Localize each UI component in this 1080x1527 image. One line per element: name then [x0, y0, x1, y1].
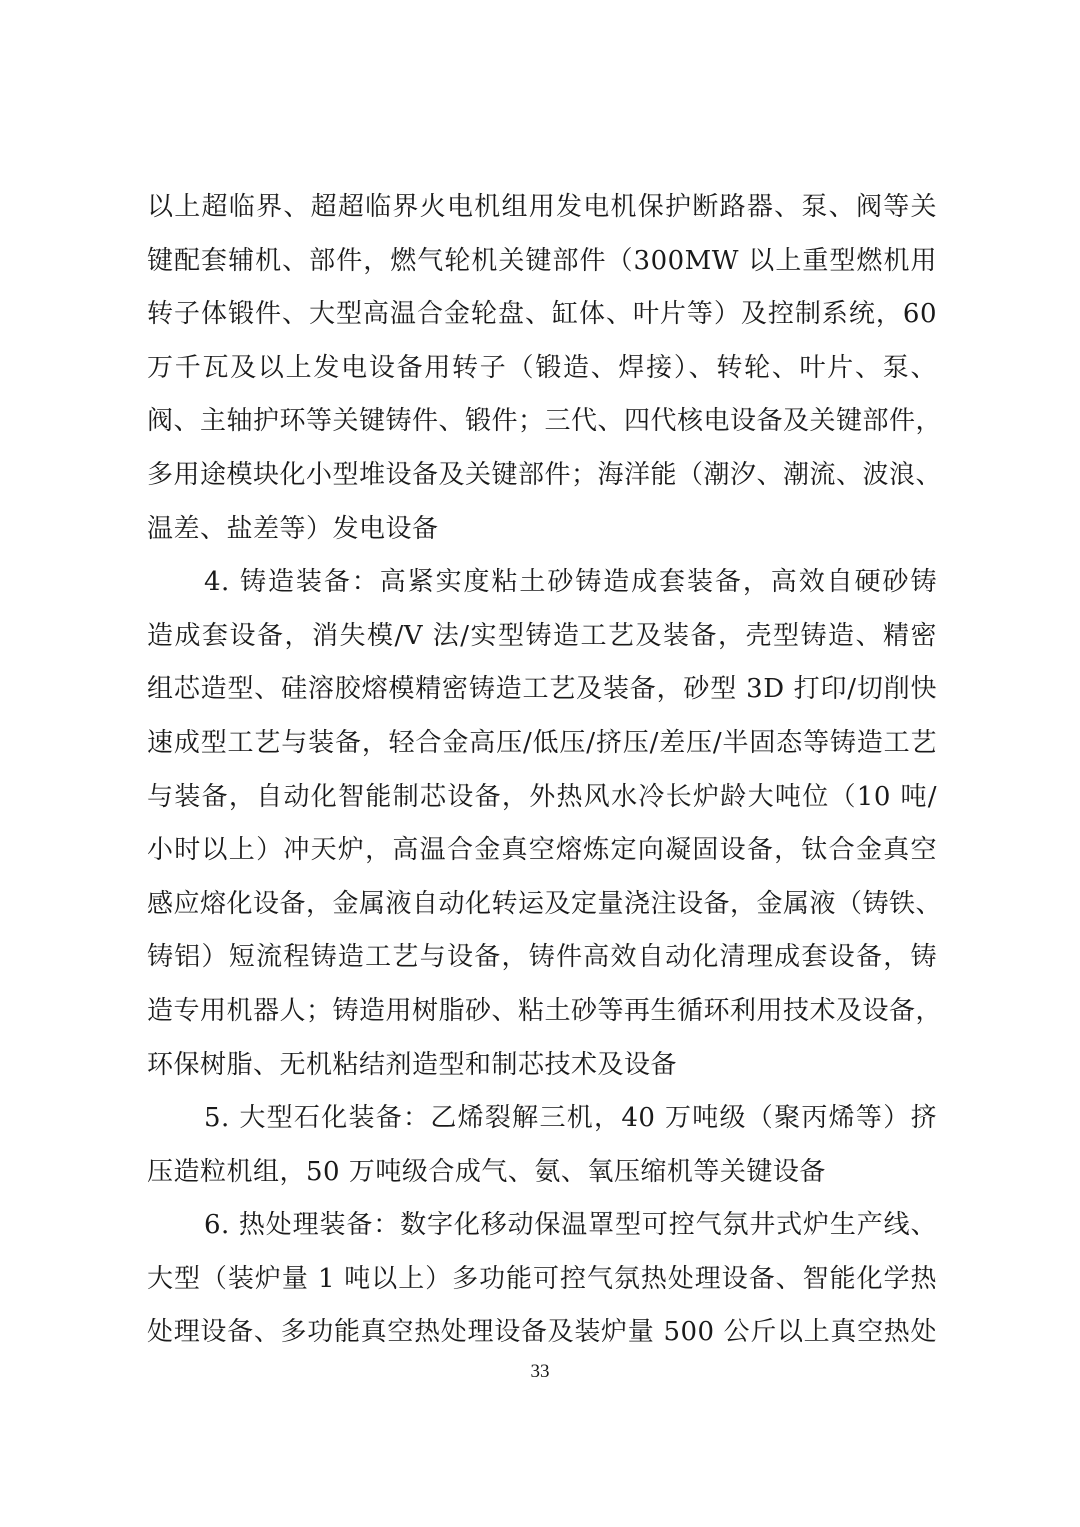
text-line: 造成套设备，消失模/V 法/实型铸造工艺及装备，壳型铸造、精密 [147, 620, 937, 651]
text-line: 环保树脂、无机粘结剂造型和制芯技术及设备 [147, 1049, 678, 1080]
text-line: 速成型工艺与装备，轻合金高压/低压/挤压/差压/半固态等铸造工艺 [147, 727, 937, 758]
text-line: 阀、主轴护环等关键铸件、锻件；三代、四代核电设备及关键部件， [147, 406, 943, 437]
body-text [147, 181, 943, 1360]
text-line: 多用途模块化小型堆设备及关键部件；海洋能（潮汐、潮流、波浪、 [147, 459, 943, 490]
text-line: 感应熔化设备，金属液自动化转运及定量浇注设备，金属液（铸铁、 [147, 888, 943, 919]
text-line: 6. 热处理装备：数字化移动保温罩型可控气氛井式炉生产线、 [204, 1210, 937, 1241]
text-line: 铸铝）短流程铸造工艺与设备，铸件高效自动化清理成套设备，铸 [147, 942, 937, 973]
page-number: 33 [530, 1361, 550, 1382]
text-line: 与装备，自动化智能制芯设备，外热风水冷长炉龄大吨位（10 吨/ [147, 781, 937, 812]
text-line: 组芯造型、硅溶胶熔模精密铸造工艺及装备，砂型 3D 打印/切削快 [147, 674, 937, 705]
text-line: 压造粒机组，50 万吨级合成气、氨、氧压缩机等关键设备 [147, 1156, 826, 1187]
text-line: 以上超临界、超超临界火电机组用发电机保护断路器、泵、阀等关 [147, 192, 937, 222]
text-line: 小时以上）冲天炉，高温合金真空熔炼定向凝固设备，钛合金真空 [147, 835, 937, 866]
text-line: 温差、盐差等）发电设备 [147, 513, 439, 544]
text-line: 造专用机器人；铸造用树脂砂、粘土砂等再生循环利用技术及设备， [147, 995, 943, 1026]
text-line: 键配套辅机、部件，燃气轮机关键部件（300MW 以上重型燃机用 [147, 245, 937, 276]
text-line: 万千瓦及以上发电设备用转子（锻造、焊接）、转轮、叶片、泵、 [147, 352, 937, 383]
text-line: 转子体锻件、大型高温合金轮盘、缸体、叶片等）及控制系统，60 [147, 299, 937, 330]
text-line: 大型（装炉量 1 吨以上）多功能可控气氛热处理设备、智能化学热 [147, 1263, 937, 1294]
text-line: 处理设备、多功能真空热处理设备及装炉量 500 公斤以上真空热处 [147, 1317, 937, 1348]
text-line: 5. 大型石化装备：乙烯裂解三机，40 万吨级（聚丙烯等）挤 [204, 1103, 937, 1134]
text-line: 4. 铸造装备：高紧实度粘土砂铸造成套装备，高效自硬砂铸 [204, 567, 937, 598]
